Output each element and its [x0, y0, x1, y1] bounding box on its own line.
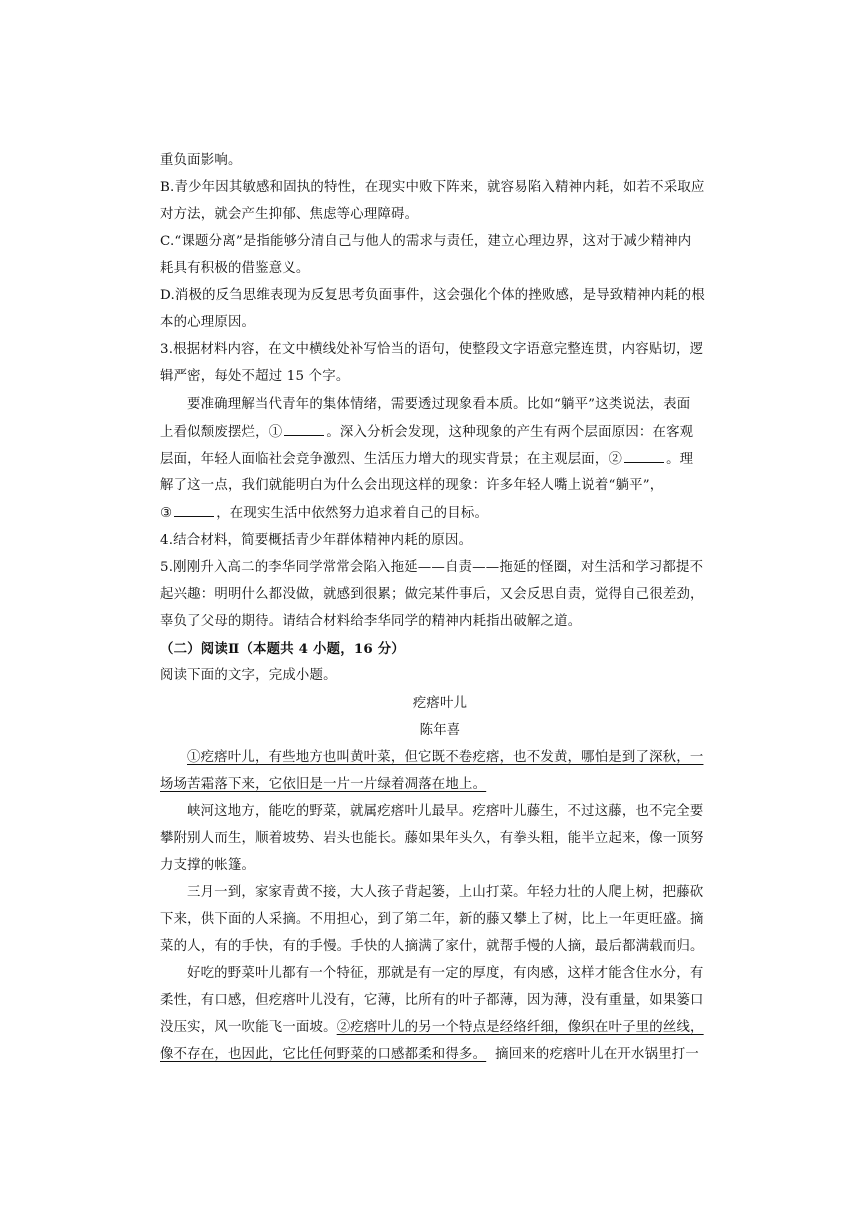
passage-line: ③ ，在现实生活中依然努力追求着自己的目标。 [160, 502, 720, 525]
text-line: 本的心理原因。 [160, 315, 256, 330]
article-line: 力支撑的帐篷。 [160, 858, 256, 873]
article-author: 陈年喜 [419, 723, 461, 738]
text-line: 重负面影响。 [160, 153, 242, 168]
text-line: 起兴趣：明明什么都没做，就感到很累；做完某件事后，又会反思自责，觉得自己很差劲， [160, 587, 704, 602]
article-line: 柔性，有口感，但疙瘩叶儿没有，它薄，比所有的叶子都薄，因为薄，没有重量，如果篓口 [160, 993, 704, 1008]
question-4: 4.结合材料，简要概括青少年群体精神内耗的原因。 [160, 533, 473, 548]
underlined-sentence: 像不存在，也因此，它比任何野菜的口感都柔和得多。 [160, 1047, 487, 1062]
section-heading: （二）阅读Ⅱ（本题共 4 小题，16 分） [160, 641, 405, 657]
text-line: 对方法，就会产生抑郁、焦虑等心理障碍。 [160, 207, 419, 222]
article-line: 好吃的野菜叶儿都有一个特征，那就是有一定的厚度，有肉感，这样才能含住水分，有 [187, 966, 704, 981]
question-3: 3.根据材料内容，在文中横线处补写恰当的语句，使整段文字语意完整连贯，内容贴切，逻 [160, 342, 704, 357]
passage-line: 要准确理解当代青年的集体情绪，需要透过现象看本质。比如“躺平”这类说法，表面 [187, 397, 691, 412]
passage-line: 上看似颓废摆烂，① 。深入分析会发现，这种现象的产生有两个层面原因：在客观 [160, 421, 720, 444]
blank-2 [624, 448, 664, 463]
passage-line: 层面，年轻人面临社会竞争激烈、生活压力增大的现实背景；在主观层面，② 。理 [160, 448, 720, 471]
text-line: 辑严密，每处不超过 15 个字。 [160, 369, 350, 384]
article-line-underlined: 场场苦霜落下来，它依旧是一片一片绿着凋落在地上。 [160, 777, 487, 792]
article-line: 攀附别人而生，顺着坡势、岩头也能长。藤如果年头久，有拳头粗，能半立起来，像一顶努 [160, 831, 704, 846]
article-line: 峡河这地方，能吃的野菜，就属疙瘩叶儿最早。疙瘩叶儿藤生，不过这藤，也不完全要 [187, 804, 704, 819]
article-line: 没压实，风一吹能飞一面坡。②疙瘩叶儿的另一个特点是经络纤细，像织在叶子里的丝线， [160, 1020, 704, 1035]
underlined-sentence: ②疙瘩叶儿的另一个特点是经络纤细，像织在叶子里的丝线， [336, 1020, 704, 1035]
question-5: 5.刚刚升入高二的李华同学常常会陷入拖延——自责——拖延的怪圈，对生活和学习都提不 [160, 560, 704, 575]
blank-1 [284, 421, 324, 436]
article-line: 菜的人，有的手快，有的手慢。手快的人摘满了家什，就帮手慢的人摘，最后都满载而归。 [160, 939, 704, 954]
text-line: 辜负了父母的期待。请结合材料给李华同学的精神内耗指出破解之道。 [160, 614, 582, 629]
passage-line: 解了这一点，我们就能明白为什么会出现这样的现象：许多年轻人嘴上说着“躺平”， [160, 478, 664, 493]
option-d: D.消极的反刍思维表现为反复思考负面事件，这会强化个体的挫败感，是导致精神内耗的根 [160, 288, 705, 303]
text-line: 耗具有积极的借鉴意义。 [160, 261, 310, 276]
article-line-underlined: ①疙瘩叶儿，有些地方也叫黄叶菜，但它既不卷疙瘩，也不发黄，哪怕是到了深秋，一 [187, 750, 704, 765]
article-line: 三月一到，家家青黄不接，大人孩子背起篓，上山打菜。年轻力壮的人爬上树，把藤砍 [187, 885, 704, 900]
blank-3 [174, 502, 214, 517]
option-b: B.青少年因其敏感和固执的特性，在现实中败下阵来，就容易陷入精神内耗，如若不采取应 [160, 180, 705, 195]
article-title: 疙瘩叶儿 [412, 696, 468, 711]
instruction: 阅读下面的文字，完成小题。 [160, 668, 337, 683]
article-line: 下来，供下面的人采摘。不用担心，到了第二年，新的藤又攀上了树，比上一年更旺盛。摘 [160, 912, 704, 927]
article-line: 像不存在，也因此，它比任何野菜的口感都柔和得多。 摘回来的疙瘩叶儿在开水锅里打一 [160, 1047, 699, 1062]
option-c: C.“课题分离”是指能够分清自己与他人的需求与责任，建立心理边界，这对于减少精神内 [160, 234, 692, 249]
